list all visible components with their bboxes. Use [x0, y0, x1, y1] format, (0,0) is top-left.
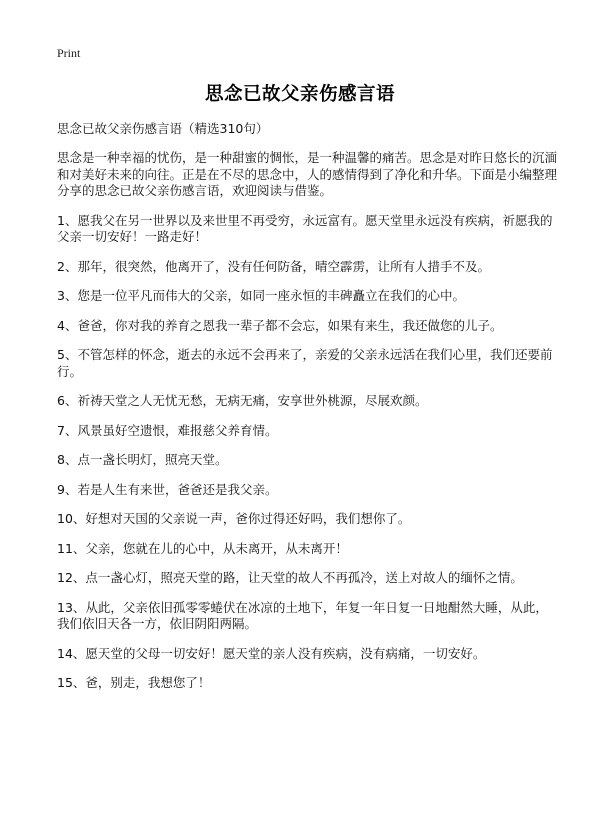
quote-item-2: 2、那年，很突然，他离开了，没有任何防备，晴空霹雳，让所有人措手不及。 — [57, 258, 490, 274]
quote-item-11: 11、父亲，您就在儿的心中，从未离开，从未离开！ — [57, 540, 348, 556]
quote-item-14: 14、愿天堂的父母一切安好！愿天堂的亲人没有疾病，没有病痛，一切安好。 — [57, 645, 486, 661]
page-title: 思念已故父亲伤感言语 — [204, 84, 395, 105]
quote-item-5: 5、不管怎样的怀念，逝去的永远不会再来了，亲爱的父亲永远活在我们心里，我们还要前行。 — [57, 347, 553, 379]
quote-item-3: 3、您是一位平凡而伟大的父亲，如同一座永恒的丰碑矗立在我们的心中。 — [57, 288, 465, 303]
quote-item-15: 15、爸，别走，我想您了！ — [57, 675, 211, 690]
quote-item-13: 13、从此，父亲依旧孤零零蜷伏在冰凉的土地下，年复一年日复一日地酣然大睡，从此，我们依旧天各一方，依旧阴阳两隔。 — [57, 599, 548, 631]
quote-item-12: 12、点一盏心灯，照亮天堂的路，让天堂的故人不再孤冷，送上对故人的缅怀之情。 — [57, 570, 523, 585]
quote-item-4: 4、爸爸，你对我的养育之恩我一辈子都不会忘，如果有来生，我还做您的儿子。 — [57, 317, 503, 333]
quote-list — [57, 213, 557, 692]
print-label: Print — [57, 46, 81, 60]
article-body — [57, 119, 557, 705]
quote-item-7: 7、风景虽好空遗恨，难报慈父养育情。 — [57, 422, 278, 438]
quote-item-8: 8、点一盏长明灯，照亮天堂。 — [57, 452, 228, 467]
quote-item-1: 1、愿我父在另一世界以及来世里不再受穷，永远富有。愿天堂里永远没有疾病，祈愿我的父亲一切安好！一路走好！ — [57, 212, 553, 244]
quote-item-6: 6、祈祷天堂之人无忧无愁，无病无痛，安享世外桃源，尽展欢颜。 — [57, 393, 428, 408]
intro-paragraph: 思念是一种幸福的忧伤，是一种甜蜜的惆怅，是一种温馨的痛苦。思念是对昨日悠长的沉湎和对美好未来的向往。正是在不尽的思念中，人的感情得到了净化和升华。下面是小编整理分享的思念已故父亲伤感言语，欢迎阅读与借鉴。 — [57, 150, 558, 198]
quote-item-10: 10、好想对天国的父亲说一声，爸你过得还好吗，我们想你了。 — [57, 511, 411, 526]
quote-item-9: 9、若是人生有来世，爸爸还是我父亲。 — [57, 481, 278, 497]
article-subtitle: 思念已故父亲伤感言语（精选310句） — [57, 121, 269, 136]
